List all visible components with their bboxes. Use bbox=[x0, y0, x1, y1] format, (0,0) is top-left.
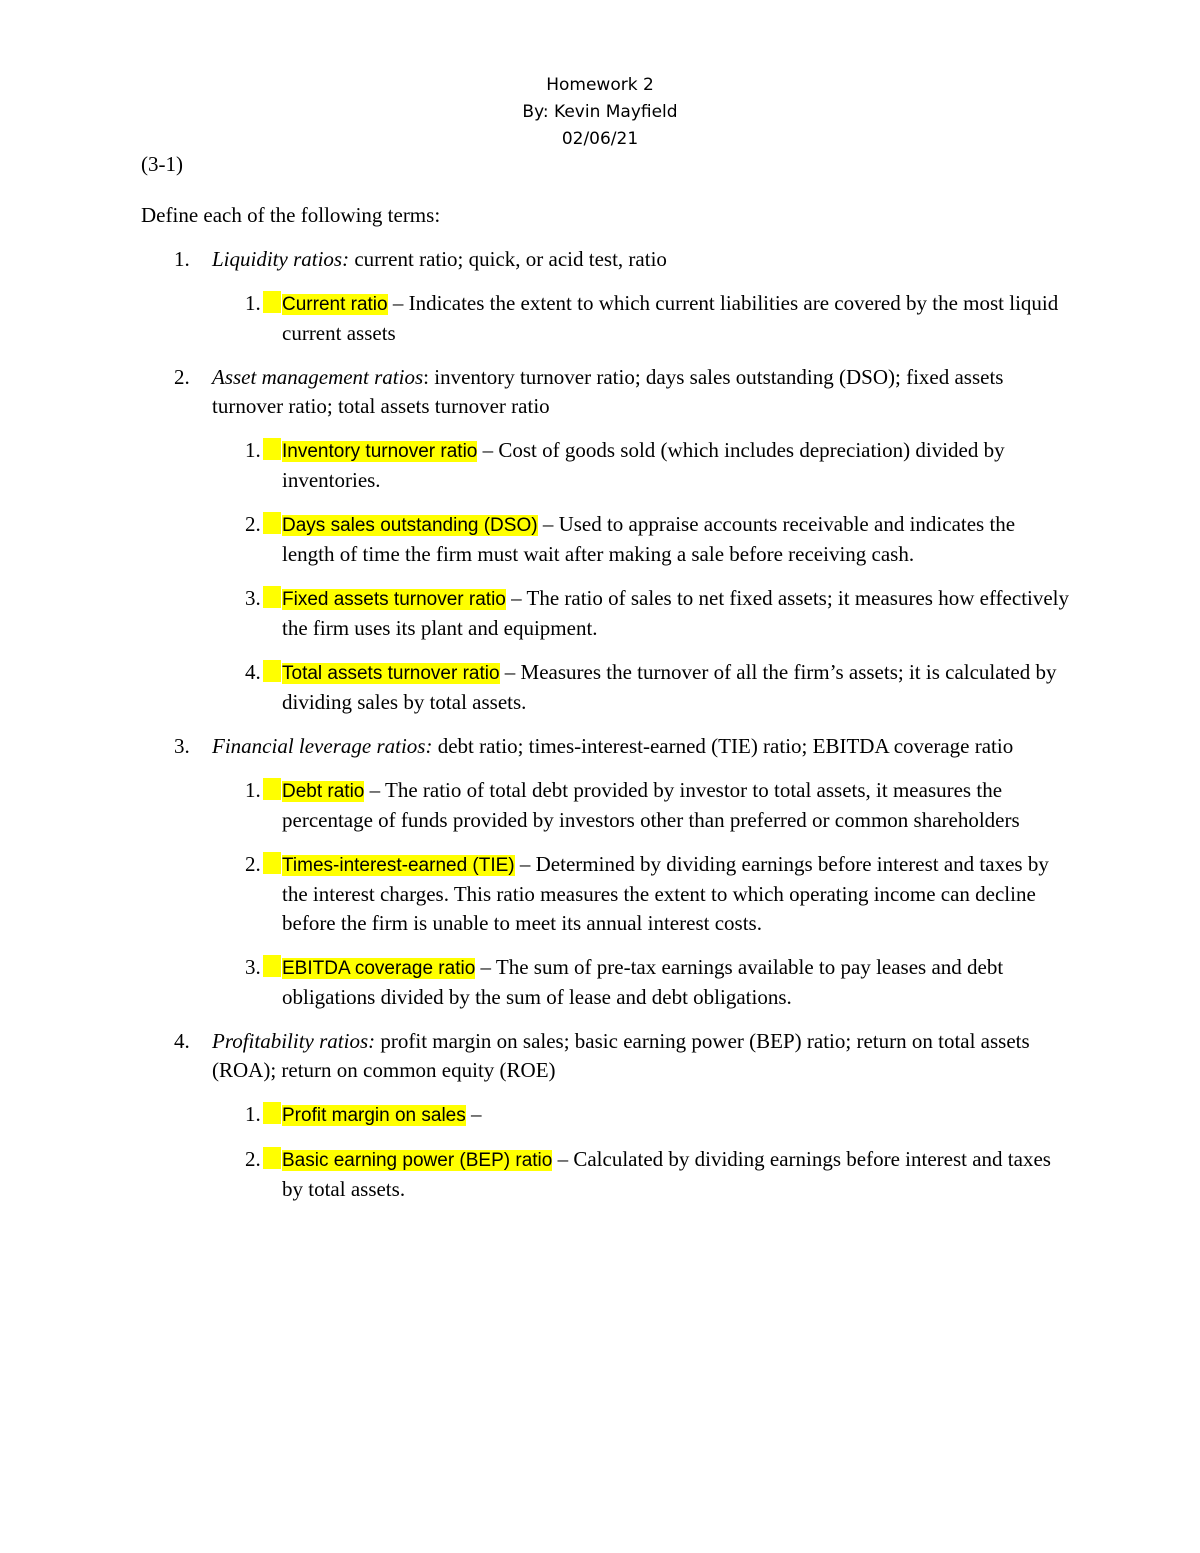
definition-number bbox=[245, 584, 281, 613]
definition-item bbox=[141, 658, 1071, 717]
definition-number-text: 2. bbox=[245, 512, 261, 536]
definition-number-text: 3. bbox=[245, 955, 261, 979]
definition-number bbox=[245, 436, 281, 465]
term-item bbox=[141, 732, 1071, 761]
document-date: 02/06/21 bbox=[561, 129, 639, 149]
definition-text: – Measures the turnover of all the firm’s assets; it is calculated by dividing sales by total assets. bbox=[282, 660, 1057, 714]
definition-number bbox=[245, 1100, 281, 1129]
definition-number bbox=[245, 953, 281, 982]
definition-label: Profit margin on sales bbox=[282, 1105, 466, 1126]
definition-number bbox=[245, 289, 281, 318]
number-highlight bbox=[263, 586, 281, 608]
definition-label: Times-interest-earned (TIE) bbox=[282, 855, 515, 876]
definition-number-text: 1. bbox=[245, 438, 261, 462]
definition-number-text: 1. bbox=[245, 1102, 261, 1126]
definition-item bbox=[141, 436, 1071, 495]
definition-label: Debt ratio bbox=[282, 781, 365, 802]
term-item bbox=[141, 245, 1071, 274]
definition-number-text: 1. bbox=[245, 778, 261, 802]
definition-number-text: 1. bbox=[245, 291, 261, 315]
term-number: 3. bbox=[174, 734, 190, 758]
definition-label: EBITDA coverage ratio bbox=[282, 958, 476, 979]
definition-text: – bbox=[465, 1102, 482, 1126]
document-author: By: Kevin Mayfield bbox=[522, 102, 678, 122]
definition-number bbox=[245, 510, 281, 539]
document-title: Homework 2 bbox=[546, 75, 654, 95]
term-number: 2. bbox=[174, 365, 190, 389]
definition-item bbox=[141, 1145, 1071, 1204]
definition-text: – Calculated by dividing earnings before interest and taxes by total assets. bbox=[282, 1147, 1051, 1201]
section-label: (3-1) bbox=[141, 152, 183, 176]
term-list: debt ratio; times-interest-earned (TIE) ratio; EBITDA coverage ratio bbox=[432, 734, 1014, 758]
number-highlight bbox=[263, 291, 281, 313]
number-highlight bbox=[263, 852, 281, 874]
term-block bbox=[141, 1027, 1071, 1204]
definition-text: – Used to appraise accounts receivable and indicates the length of time the firm must wait after making a sale before receiving cash. bbox=[282, 512, 1016, 566]
term-number: 4. bbox=[174, 1029, 190, 1053]
document-body bbox=[141, 150, 1071, 1219]
term-name: Financial leverage ratios: bbox=[212, 734, 433, 758]
term-list: current ratio; quick, or acid test, ratio bbox=[349, 247, 667, 271]
definition-number bbox=[245, 658, 281, 687]
term-item bbox=[141, 1027, 1071, 1085]
definition-item bbox=[141, 584, 1071, 643]
number-highlight bbox=[263, 1147, 281, 1169]
term-list: : inventory turnover ratio; days sales outstanding (DSO); fixed assets turnover ratio; total assets turnover ratio bbox=[212, 365, 1004, 418]
term-block bbox=[141, 245, 1071, 348]
definition-item bbox=[141, 1100, 1071, 1130]
definition-number-text: 3. bbox=[245, 586, 261, 610]
definition-label: Basic earning power (BEP) ratio bbox=[282, 1150, 553, 1171]
definition-text: – The ratio of sales to net fixed assets; it measures how effectively the firm uses its plant and equipment. bbox=[282, 586, 1070, 640]
definition-number-text: 2. bbox=[245, 1147, 261, 1171]
term-name: Asset management ratios bbox=[212, 365, 424, 389]
intro-text: Define each of the following terms: bbox=[141, 203, 441, 227]
definition-item bbox=[141, 289, 1071, 348]
definition-number-text: 2. bbox=[245, 852, 261, 876]
definition-label: Current ratio bbox=[282, 294, 388, 315]
term-block bbox=[141, 363, 1071, 717]
definition-item bbox=[141, 776, 1071, 835]
term-name: Liquidity ratios: bbox=[212, 247, 350, 271]
term-list: profit margin on sales; basic earning power (BEP) ratio; return on total assets (ROA); return on common equity (ROE) bbox=[212, 1029, 1030, 1082]
definition-text: – The ratio of total debt provided by investor to total assets, it measures the percentage of funds provided by investors other than preferred or common shareholders bbox=[282, 778, 1020, 832]
definition-text: – Indicates the extent to which current liabilities are covered by the most liquid current assets bbox=[282, 291, 1059, 345]
number-highlight bbox=[263, 955, 281, 977]
definition-item bbox=[141, 850, 1071, 938]
term-block bbox=[141, 732, 1071, 1012]
document-header bbox=[0, 72, 1200, 153]
term-number: 1. bbox=[174, 247, 190, 271]
term-name: Profitability ratios: bbox=[212, 1029, 376, 1053]
definition-number bbox=[245, 850, 281, 879]
definition-text: – The sum of pre-tax earnings available to pay leases and debt obligations divided by the sum of lease and debt obligations. bbox=[282, 955, 1004, 1009]
definition-number bbox=[245, 776, 281, 805]
definition-number bbox=[245, 1145, 281, 1174]
number-highlight bbox=[263, 512, 281, 534]
number-highlight bbox=[263, 1102, 281, 1124]
definition-item bbox=[141, 510, 1071, 569]
number-highlight bbox=[263, 660, 281, 682]
number-highlight bbox=[263, 438, 281, 460]
definition-item bbox=[141, 953, 1071, 1012]
definition-label: Days sales outstanding (DSO) bbox=[282, 515, 538, 536]
definition-label: Total assets turnover ratio bbox=[282, 663, 500, 684]
definition-text: – Cost of goods sold (which includes depreciation) divided by inventories. bbox=[282, 438, 1005, 492]
definition-label: Inventory turnover ratio bbox=[282, 441, 478, 462]
term-item bbox=[141, 363, 1071, 421]
terms-list bbox=[141, 245, 1071, 1204]
definition-number-text: 4. bbox=[245, 660, 261, 684]
definition-text: – Determined by dividing earnings before interest and taxes by the interest charges. This ratio measures the extent to which operating income can decline before the firm is unable to meet its annual interest costs. bbox=[282, 852, 1049, 935]
definition-label: Fixed assets turnover ratio bbox=[282, 589, 506, 610]
number-highlight bbox=[263, 778, 281, 800]
